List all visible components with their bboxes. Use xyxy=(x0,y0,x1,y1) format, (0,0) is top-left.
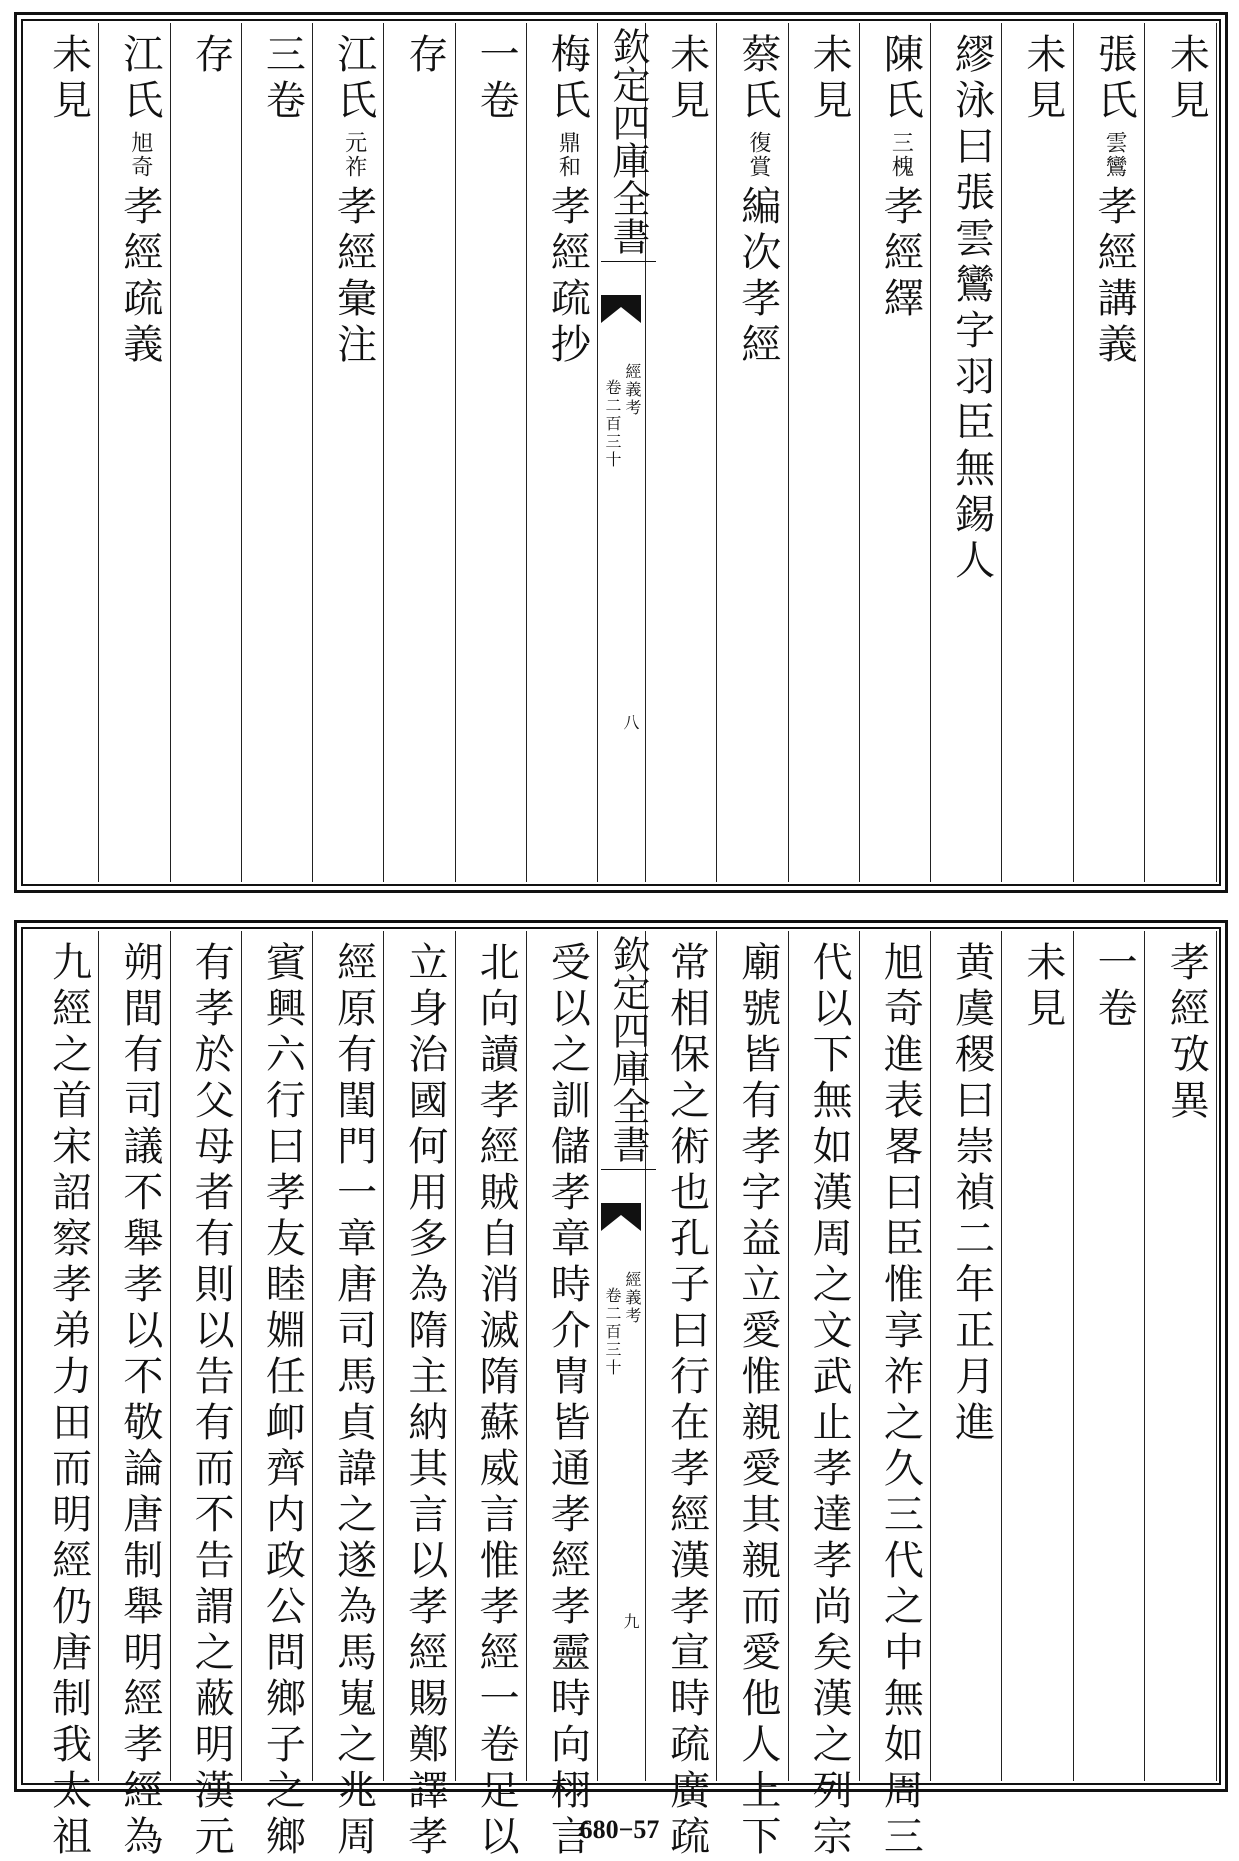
entry-heading xyxy=(872,33,929,323)
text-column: 未見 xyxy=(1019,941,1066,1033)
author-given-name-note: 元祚 xyxy=(341,131,367,179)
book-title: 欽定四庫全書 xyxy=(601,935,656,1170)
entry-heading xyxy=(326,33,383,369)
text-column: 旭奇進表畧曰臣惟享祚之久三代之中無如周三 xyxy=(877,941,924,1861)
author-given-name-note: 雲鸞 xyxy=(1102,131,1128,179)
top-column-5 xyxy=(788,23,860,882)
top-column-0 xyxy=(1144,23,1217,882)
top-column-10 xyxy=(455,23,527,882)
top-column-4 xyxy=(859,23,931,882)
text-column: 黄虞稷曰崇禎二年正月進 xyxy=(948,941,995,1447)
bottom-column-4 xyxy=(859,931,931,1861)
text-column: 存 xyxy=(401,33,448,79)
book-name: 孝經繹 xyxy=(877,185,924,323)
book-name: 編次孝經 xyxy=(734,185,781,369)
bottom-column-0 xyxy=(1144,931,1217,1781)
bottom-column-8 xyxy=(597,931,650,1781)
page-number: 680−57 xyxy=(579,1815,660,1844)
top-column-12 xyxy=(312,23,384,882)
text-column: 九經之首宋詔察孝弟力田而明經仍唐制我太祖 xyxy=(45,941,92,1861)
text-column: 受以之訓儲孝章時介冑皆通孝經孝靈時向栩言 xyxy=(544,941,591,1861)
bottom-column-10 xyxy=(455,931,527,1861)
bottom-column-16 xyxy=(27,931,99,1861)
text-column: 未見 xyxy=(45,33,92,125)
top-column-14 xyxy=(170,23,242,882)
text-column: 立身治國何用多為隋主納其言以孝經賜鄭譯孝 xyxy=(401,941,448,1861)
top-column-2 xyxy=(1001,23,1073,882)
text-column: 朔間有司議不舉孝以不敬論唐制舉明經孝經為 xyxy=(116,941,163,1861)
top-column-16 xyxy=(27,23,99,882)
book-title: 欽定四庫全書 xyxy=(601,27,656,262)
bottom-column-14 xyxy=(170,931,242,1861)
author-name: 梅氏 xyxy=(544,33,591,125)
entry-heading xyxy=(539,33,596,369)
bottom-column-3 xyxy=(930,931,1002,1781)
author-given-name-note: 三槐 xyxy=(888,131,914,179)
text-column: 有孝於父母者有則以告有而不告謂之蔽明漢元 xyxy=(188,941,235,1861)
author-given-name-note: 旭奇 xyxy=(127,131,153,179)
entry-heading xyxy=(1086,33,1143,369)
top-column-11 xyxy=(383,23,455,882)
author-name: 張氏 xyxy=(1091,33,1138,125)
bottom-column-6 xyxy=(716,931,788,1861)
text-column: 常相保之術也孔子曰行在孝經漢孝宣時疏廣疏 xyxy=(663,941,710,1861)
text-column: 存 xyxy=(188,33,235,79)
chapter-title: 經義考 xyxy=(623,363,642,417)
text-column: 代以下無如漢周之文武止孝達孝尚矣漢之列宗 xyxy=(806,941,853,1861)
author-name: 江氏 xyxy=(116,33,163,125)
author-name: 江氏 xyxy=(330,33,377,125)
text-column: 孝經攷異 xyxy=(1163,941,1210,1125)
bottom-column-12 xyxy=(312,931,384,1861)
text-column: 經原有閨門一章唐司馬貞諱之遂為馬嵬之兆周 xyxy=(330,941,377,1861)
text-column: 一卷 xyxy=(473,33,520,125)
bottom-column-9 xyxy=(526,931,598,1861)
text-column: 繆泳曰張雲鸞字羽臣無錫人 xyxy=(948,33,995,585)
text-column: 三卷 xyxy=(259,33,306,125)
chapter-title: 經義考 xyxy=(623,1271,642,1325)
entry-heading xyxy=(112,33,169,369)
author-given-name-note: 鼎和 xyxy=(555,131,581,179)
volume-number: 卷二百三十 xyxy=(603,379,622,469)
leaf-number: 八 xyxy=(621,714,640,732)
bottom-column-13 xyxy=(241,931,313,1861)
top-column-9 xyxy=(526,23,598,882)
text-column: 未見 xyxy=(1019,33,1066,125)
text-column: 一卷 xyxy=(1091,941,1138,1033)
leaf-number: 九 xyxy=(621,1613,640,1631)
fishtail-ornament-icon xyxy=(599,1201,643,1237)
book-name: 孝經彙注 xyxy=(330,185,377,369)
text-column: 未見 xyxy=(806,33,853,125)
text-column: 未見 xyxy=(663,33,710,125)
volume-number: 卷二百三十 xyxy=(603,1287,622,1377)
fishtail-ornament-icon xyxy=(599,293,643,329)
top-column-3 xyxy=(930,23,1002,882)
bottom-column-11 xyxy=(383,931,455,1861)
text-column: 北向讀孝經賊自消滅隋蘇威言惟孝經一卷足以 xyxy=(473,941,520,1861)
author-name: 陳氏 xyxy=(877,33,924,125)
top-column-1 xyxy=(1073,23,1145,882)
text-column: 廟號皆有孝字益立愛惟親愛其親而愛他人上下 xyxy=(734,941,781,1861)
top-column-15 xyxy=(98,23,170,882)
bottom-column-1 xyxy=(1073,931,1145,1781)
book-name: 孝經講義 xyxy=(1091,185,1138,369)
bottom-column-15 xyxy=(98,931,170,1861)
author-given-name-note: 復賞 xyxy=(745,131,771,179)
author-name: 蔡氏 xyxy=(734,33,781,125)
book-name: 孝經疏抄 xyxy=(544,185,591,369)
book-name: 孝經疏義 xyxy=(116,185,163,369)
bottom-column-5 xyxy=(788,931,860,1861)
text-column: 賓興六行曰孝友睦婣任卹齊内政公問鄉子之鄉 xyxy=(259,941,306,1861)
top-page-frame xyxy=(14,12,1228,893)
top-column-6 xyxy=(716,23,788,882)
text-column: 未見 xyxy=(1163,33,1210,125)
top-column-13 xyxy=(241,23,313,882)
top-column-8 xyxy=(597,23,650,882)
bottom-column-2 xyxy=(1001,931,1073,1781)
entry-heading xyxy=(730,33,787,369)
